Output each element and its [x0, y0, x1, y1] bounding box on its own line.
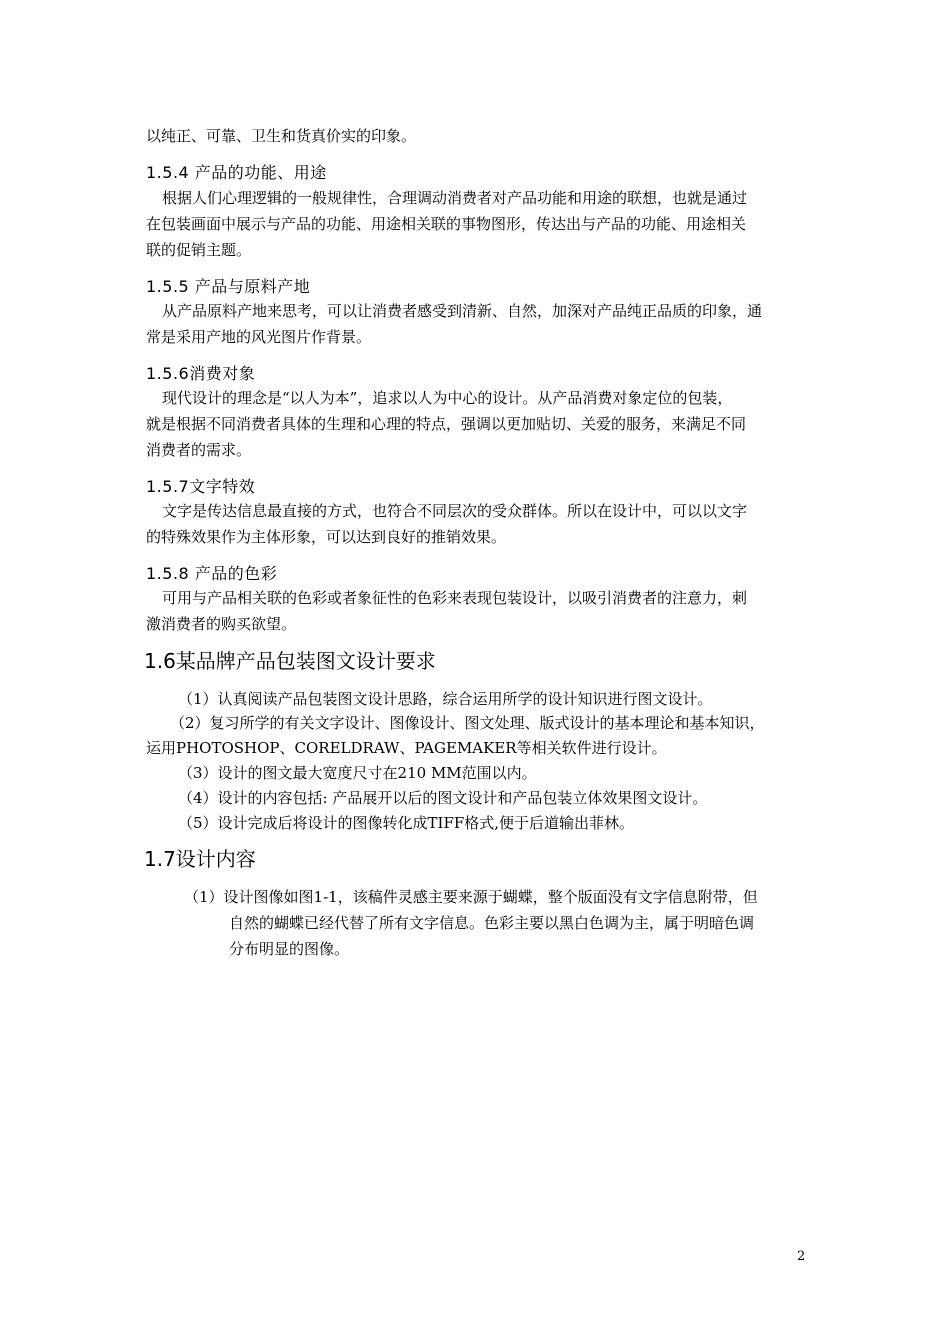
section-heading-1-7: 1.7设计内容 — [144, 847, 256, 871]
section-heading-1-5-4: 1.5.4 产品的功能、用途 — [146, 163, 327, 182]
paragraph-line: 以纯正、可靠、卫生和货真价实的印象。 — [146, 127, 417, 145]
paragraph-line: 根据人们心理逻辑的一般规律性，合理调动消费者对产品功能和用途的联想，也就是通过 — [162, 189, 748, 207]
paragraph-line: 的特殊效果作为主体形象，可以达到良好的推销效果。 — [146, 528, 507, 546]
section-heading-1-5-5: 1.5.5 产品与原料产地 — [146, 277, 311, 296]
list-item: （2）复习所学的有关文字设计、图像设计、图文处理、版式设计的基本理论和基本知识， — [170, 714, 765, 732]
section-heading-1-6: 1.6某品牌产品包装图文设计要求 — [144, 649, 436, 673]
paragraph-line: 在包装画面中展示与产品的功能、用途相关联的事物图形，传达出与产品的功能、用途相关 — [146, 215, 747, 233]
paragraph-line: 从产品原料产地来思考，可以让消费者感受到清新、自然，加深对产品纯正品质的印象，通 — [162, 302, 763, 320]
page-number: 2 — [797, 1249, 806, 1264]
section-heading-1-5-7: 1.5.7文字特效 — [146, 477, 256, 496]
paragraph-line: 现代设计的理念是“以人为本”，追求以人为中心的设计。从产品消费对象定位的包装， — [162, 389, 733, 407]
list-item-continuation: 自然的蝴蝶已经代替了所有文字信息。色彩主要以黑白色调为主，属于明暗色调 — [229, 914, 755, 932]
paragraph-line: 联的促销主题。 — [146, 241, 252, 259]
list-item-continuation: 分布明显的图像。 — [229, 940, 350, 958]
paragraph-line: 常是采用产地的风光图片作背景。 — [146, 328, 372, 346]
list-item: （4）设计的内容包括: 产品展开以后的图文设计和产品包装立体效果图文设计。 — [178, 789, 708, 807]
paragraph-line: 消费者的需求。 — [146, 441, 252, 459]
section-heading-1-5-8: 1.5.8 产品的色彩 — [146, 564, 278, 583]
list-item: （3）设计的图文最大宽度尺寸在210 MM范围以内。 — [178, 764, 537, 782]
list-item: （5）设计完成后将设计的图像转化成TIFF格式,便于后道输出菲林。 — [178, 814, 635, 832]
paragraph-line: 可用与产品相关联的色彩或者象征性的色彩来表现包装设计，以吸引消费者的注意力，刺 — [162, 589, 748, 607]
list-item: （1）设计图像如图1-1，该稿件灵感主要来源于蝴蝶，整个版面没有文字信息附带，但 — [184, 888, 758, 906]
list-item: （1）认真阅读产品包装图文设计思路，综合运用所学的设计知识进行图文设计。 — [178, 690, 713, 708]
list-item-continuation: 运用PHOTOSHOP、CORELDRAW、PAGEMAKER等相关软件进行设计。 — [146, 739, 667, 757]
section-heading-1-5-6: 1.5.6消费对象 — [146, 364, 256, 383]
paragraph-line: 激消费者的购买欲望。 — [146, 615, 297, 633]
paragraph-line: 就是根据不同消费者具体的生理和心理的特点，强调以更加贴切、关爱的服务，来满足不同 — [146, 415, 747, 433]
paragraph-line: 文字是传达信息最直接的方式，也符合不同层次的受众群体。所以在设计中，可以以文字 — [162, 502, 748, 520]
